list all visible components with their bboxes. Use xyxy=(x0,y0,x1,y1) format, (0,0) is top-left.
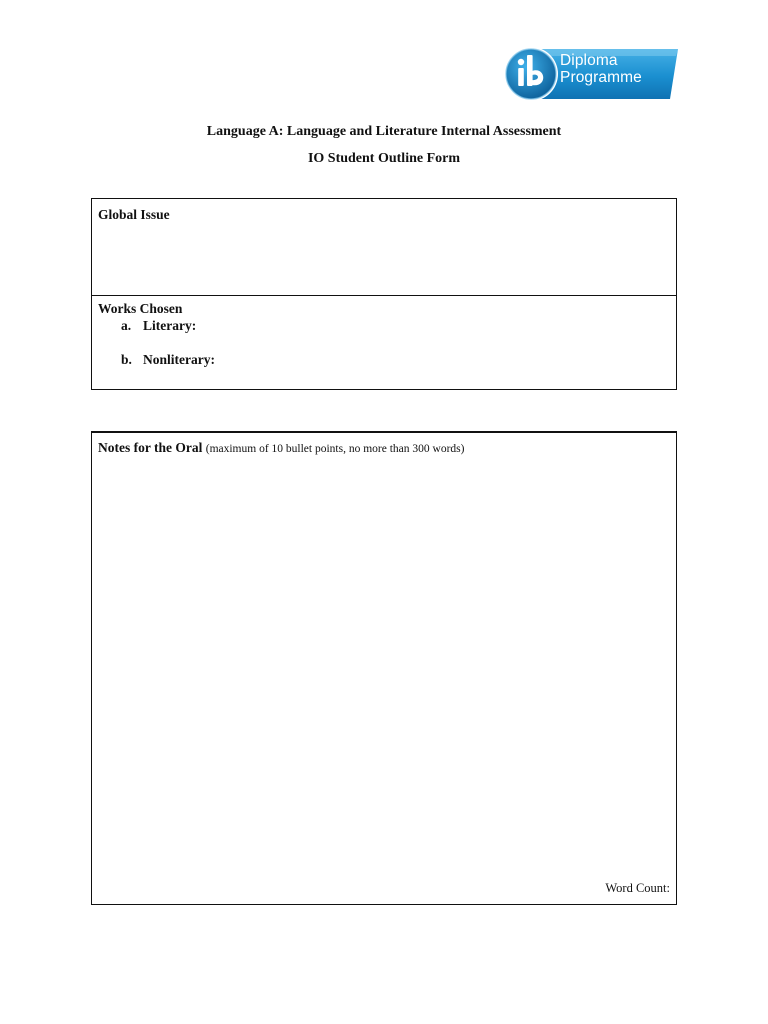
page-subtitle: IO Student Outline Form xyxy=(307,151,461,166)
issue-works-box xyxy=(91,198,677,390)
notes-instruction: (maximum of 10 bullet points, no more than 300 words) xyxy=(205,443,465,455)
notes-box xyxy=(91,431,677,905)
work-literary-item xyxy=(121,318,196,334)
notes-heading xyxy=(98,440,464,456)
work-nonliterary-label: Nonliterary: xyxy=(143,352,215,367)
notes-label: Notes for the Oral xyxy=(98,440,203,455)
ib-diploma-logo xyxy=(502,44,682,104)
work-nonliterary-item xyxy=(121,352,215,368)
works-chosen-label: Works Chosen xyxy=(98,301,183,316)
logo-line-programme: Programme xyxy=(560,69,642,86)
word-count-label: Word Count: xyxy=(605,881,670,895)
logo-line-diploma: Diploma xyxy=(560,52,618,69)
list-marker: b. xyxy=(121,352,132,367)
global-issue-label: Global Issue xyxy=(98,207,170,222)
logo-wordmark xyxy=(560,52,642,86)
section-divider xyxy=(92,295,676,296)
list-marker: a. xyxy=(121,318,132,333)
work-literary-label: Literary: xyxy=(143,318,197,333)
page-title: Language A: Language and Literature Internal Assessment xyxy=(206,124,562,139)
